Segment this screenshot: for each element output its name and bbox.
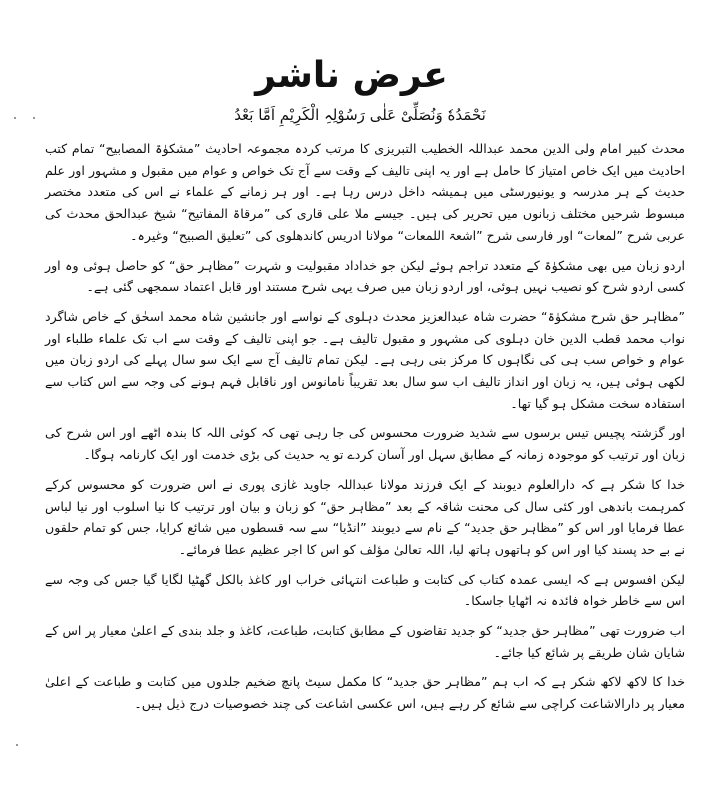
invocation-line: نَحْمَدُهٗ وَنُصَلِّیْ عَلٰی رَسُوْلِہِ الْکَرِیْمِ اَمَّا بَعْدُ	[234, 106, 486, 124]
paragraph: خدا کا شکر ہے کہ دارالعلوم دیوبند کے ایک فرزند مولانا عبداللہ جاوید غازی پوری نے اس ضرورت کو محسوس کرکے کمرہمت باندھی اور کئی سال کی محنت شاقہ کے بعد ”مظاہر حق“ کو زبان و بیان اور ترتیب کا نیا اسلوب اور نیا لباس عطا فرمایا اور اس کو ”مظاہر حق جدید“ کے نام سے دیوبند ”انڈیا“ سے سہ قسطوں میں شائع کرایا، جس کو تمام حلقوں نے بے حد پسند کیا اور اس کو ہاتھوں ہاتھ لیا، اللہ تعالیٰ مؤلف کو اس کا اجر عظیم عطا فرمائے۔	[45, 476, 685, 557]
paragraph: اب ضرورت تھی ”مظاہر حق جدید“ کو جدید تقاضوں کے مطابق کتابت، طباعت، کاغذ و جلد بندی کے اعلیٰ معیار پر اس کے شایان شان طریقے پر شائع کیا جائے۔	[45, 623, 685, 660]
paragraph: اردو زبان میں بھی مشکوٰۃ کے متعدد تراجم ہوئے لیکن جو خداداد مقبولیت و شہرت ”مظاہر حق“ کو حاصل ہوئی وہ اور کسی اردو شرح کو نصیب نہیں ہوئی، اور اردو زبان میں صرف یہی شرح مستند اور قابل اعتماد سمجھی گئی ہے۔	[45, 257, 685, 295]
scan-speck	[14, 117, 16, 119]
paragraph: لیکن افسوس ہے کہ ایسی عمدہ کتاب کی کتابت و طباعت انتہائی خراب اور کاغذ بالکل گھٹیا لگایا گیا جس کی وجہ سے اس سے خاطر خواہ فائدہ نہ اٹھایا جاسکا۔	[45, 571, 685, 609]
paragraph: اور گزشتہ پچیس تیس برسوں سے شدید ضرورت محسوس کی جا رہی تھی کہ کوئی اللہ کا بندہ اٹھے اور اس شرح کی زبان اور ترتیب کو موجودہ زمانہ کے مطابق سہل اور آسان کردے تو یہ حدیث کی بڑی خدمت اور ایک کارنامہ ہوگا۔	[45, 425, 685, 463]
scan-speck	[16, 744, 18, 746]
paragraph: محدث کبیر امام ولی الدین محمد عبداللہ الخطیب التبریزی کا مرتب کردہ مجموعہ احادیث ”مشکوٰۃ المصابیح“ تمام کتب احادیث میں ایک خاص امتیاز کا حامل ہے اور یہ اپنی تالیف کے وقت سے آج تک خواص و عوام میں مقبول و مشہور اور علم حدیث کے ہر مدرسہ و یونیورسٹی میں ہمیشہ داخل درس رہا ہے۔ اور ہر زمانے کے علماء نے اس کی متعدد مختصر مبسوط شرحیں مختلف زبانوں میں تحریر کی ہیں۔ جیسے ملا علی قاری کی ”مرقاۃ المفاتیح“ شیخ عبدالحق محدث کی عربی شرح ”لمعات“ اور فارسی شرح ”اشعۃ اللمعات“ مولانا ادریس کاندھلوی کی ”تعلیق الصبیح“ وغیرہ۔	[45, 141, 685, 243]
paragraph: خدا کا لاکھ لاکھ شکر ہے کہ اب ہم ”مظاہر حق جدید“ کا مکمل سیٹ پانچ ضخیم جلدوں میں کتابت و طباعت کے اعلیٰ معیار پر دارالاشاعت کراچی سے شائع کر رہے ہیں، اس عکسی اشاعت کی چند خصوصیات درج ذیل ہیں۔	[45, 674, 685, 712]
paragraph: ”مظاہر حق شرح مشکوٰۃ“ حضرت شاہ عبدالعزیز محدث دہلوی کے نواسے اور جانشین شاہ محمد اسحٰق کے خاص شاگرد نواب محمد قطب الدین خان دہلوی کی مشہور و مقبول تالیف ہے۔ جو اپنی تالیف کے وقت سے اب تک علماء طلباء اور عوام و خواص سب ہی کی نگاہوں کا مرکز بنی رہی ہے۔ لیکن تمام تالیف آج سے ایک سو سال پہلے کی اردو زبان میں لکھی ہوئی ہیں، یہ زبان اور انداز تالیف اب سو سال بعد تقریباً نامانوس اور ناقابل فہم ہونے کی وجہ سے اس کتاب سے استفادہ سخت مشکل ہو گیا تھا۔	[45, 308, 685, 411]
page-title: عرض ناشر	[255, 55, 448, 97]
scan-speck	[33, 117, 35, 119]
publisher-note-body	[45, 138, 685, 723]
